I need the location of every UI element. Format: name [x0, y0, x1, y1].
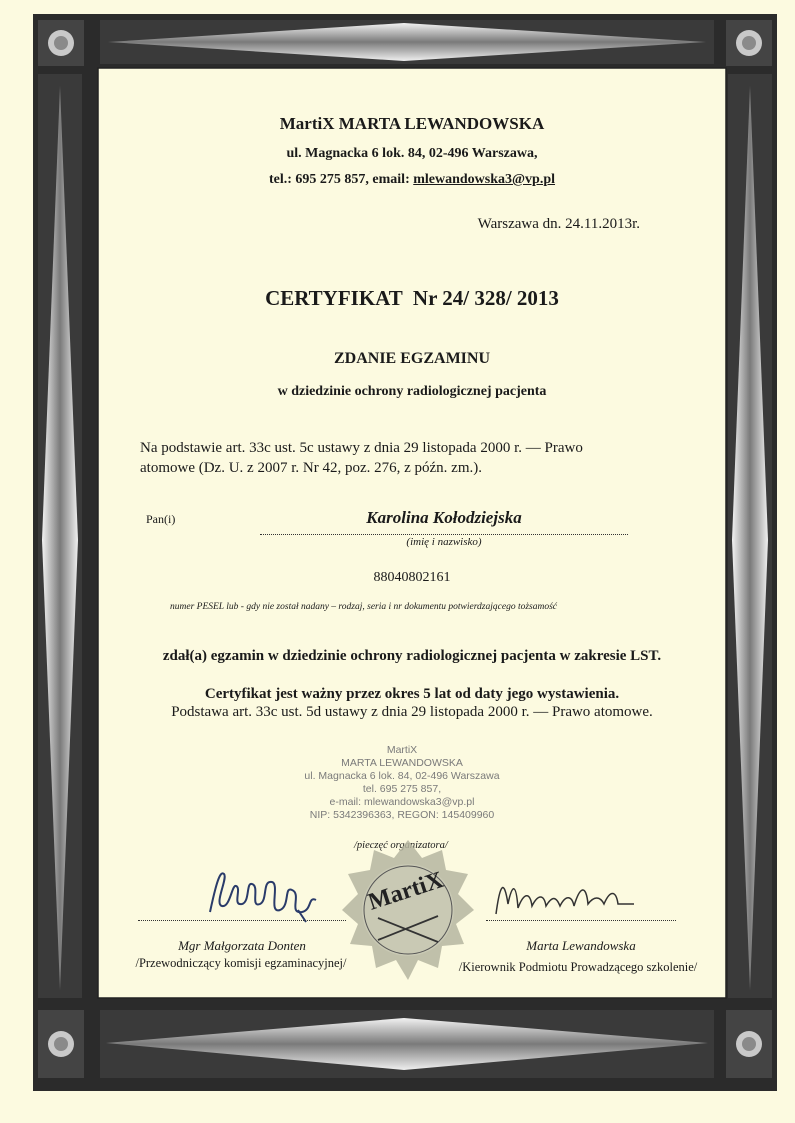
stamp-line-4: tel. 695 275 857, [362, 783, 442, 795]
stamp-line-6: NIP: 5342396363, REGON: 145409960 [309, 809, 495, 821]
seal-text: MartiX [365, 867, 447, 916]
pesel-caption: numer PESEL lub - gdy nie został nadany – rodzaj, seria i nr dokumentu potwierdzającego tożsamość [170, 602, 558, 612]
certificate-title: CERTYFIKAT Nr 24/ 328/ 2013 [265, 286, 559, 310]
company-contact [98, 172, 726, 188]
pan-label: Pan(i) [146, 512, 176, 526]
company-address: ul. Magnacka 6 lok. 84, 02-496 Warszawa, [286, 146, 538, 161]
pesel-number: 88040802161 [373, 570, 451, 585]
passed-statement: zdał(a) egzamin w dziedzinie ochrony radiologicznej pacjenta w zakresie LST. [162, 648, 662, 664]
company-contact-prefix: tel.: 695 275 857, email: [268, 172, 414, 187]
stamp-line-1: MartiX [386, 744, 418, 756]
stamp-line-2: MARTA LEWANDOWSKA [341, 757, 463, 769]
stamp-caption: /pieczęć organizatora/ [354, 840, 448, 851]
right-signer-role: /Kierownik Podmiotu Prowadzącego szkolenie/ [458, 960, 698, 974]
legal-basis-line-1: Na podstawie art. 33c ust. 5c ustawy z dnia 29 listopada 2000 r. — Prawo [140, 440, 583, 456]
left-signer-role: /Przewodniczący komisji egzaminacyjnej/ [135, 956, 347, 970]
left-signature-line [138, 920, 346, 921]
validity-statement: Certyfikat jest ważny przez okres 5 lat od daty jego wystawienia. [204, 686, 620, 702]
place-date: Warszawa dn. 24.11.2013r. [477, 216, 640, 232]
company-email-link[interactable]: mlewandowska3@vp.pl [413, 172, 556, 187]
stamp-line-3: ul. Magnacka 6 lok. 84, 02-496 Warszawa [304, 770, 500, 782]
certificate-body [98, 68, 726, 998]
certificate-field: w dziedzinie ochrony radiologicznej pacjenta [277, 384, 547, 399]
validity-basis: Podstawa art. 33c ust. 5d ustawy z dnia 29 listopada 2000 r. — Prawo atomowe. [171, 704, 653, 720]
certificate-subtitle: ZDANIE EGZAMINU [333, 350, 490, 367]
recipient-name: Karolina Kołodziejska [366, 508, 522, 527]
legal-basis-line-2: atomowe (Dz. U. z 2007 r. Nr 42, poz. 276, z późn. zm.). [140, 460, 482, 476]
left-signature-icon [202, 864, 332, 924]
right-signature-icon [490, 874, 640, 924]
organizer-stamp [282, 744, 522, 822]
name-dotted-line [260, 534, 628, 535]
name-caption: (imię i nazwisko) [406, 536, 482, 548]
left-signer-name: Mgr Małgorzata Donten [178, 938, 306, 953]
company-name: MartiX MARTA LEWANDOWSKA [279, 114, 545, 133]
stamp-line-5: e-mail: mlewandowska3@vp.pl [329, 796, 475, 808]
right-signature-line [486, 920, 676, 921]
right-signer-name: Marta Lewandowska [526, 938, 636, 953]
